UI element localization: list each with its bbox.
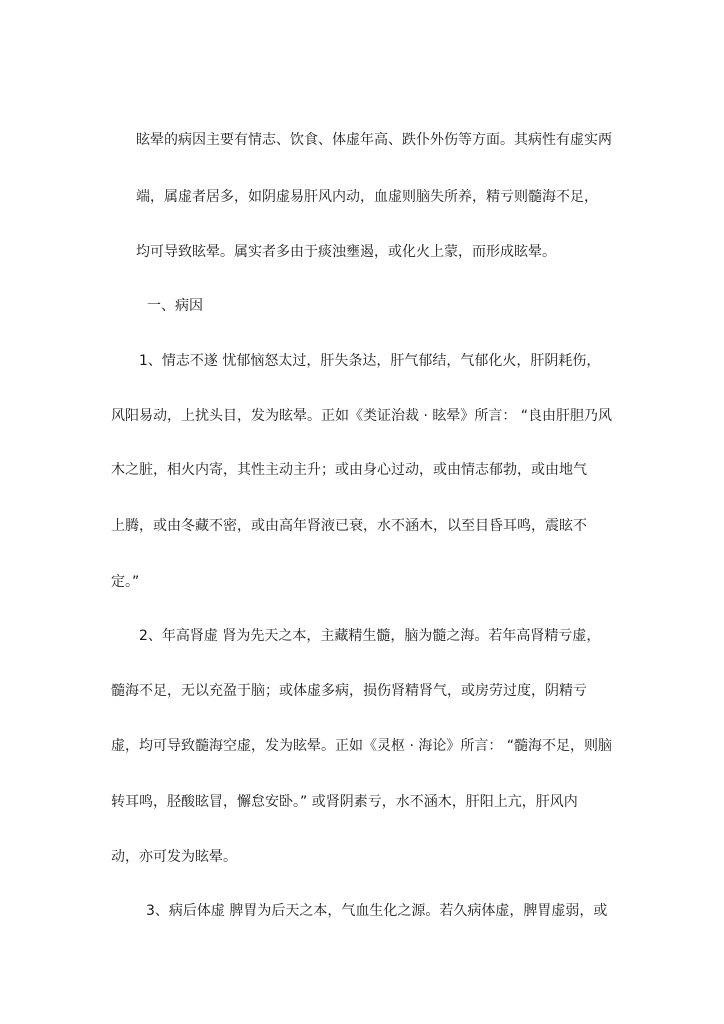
cause-2-line-2: 髓海不足，无以充盈于脑；或体虚多病，损伤肾精肾气，或房劳过度，阴精亏 xyxy=(111,683,587,699)
paragraph-intro-line-3: 均可导致眩晕。属实者多由于痰浊壅遏，或化火上蒙，而形成眩晕。 xyxy=(136,244,556,260)
cause-1-line-2: 风阳易动，上扰头目，发为眩晕。正如《类证治裁 · 眩晕》所言： “良由肝胆乃风 xyxy=(111,408,613,424)
cause-1-line-1: 1、情志不遂 忧郁恼怒太过，肝失条达，肝气郁结，气郁化火，肝阴耗伤， xyxy=(139,353,601,369)
section-heading-causes: 一、病因 xyxy=(147,298,203,314)
cause-2-line-4: 转耳鸣，胫酸眩冒，懈怠安卧。” 或肾阴素亏，水不涵木，肝阳上亢，肝风内 xyxy=(111,794,578,810)
paragraph-intro-line-1: 眩晕的病因主要有情志、饮食、体虚年高、跌仆外伤等方面。其病性有虚实两 xyxy=(136,132,612,148)
cause-2-line-3: 虚，均可导致髓海空虚，发为眩晕。正如《灵枢 · 海论》所言： “髓海不足，则脑 xyxy=(111,738,613,754)
cause-2-line-5: 动，亦可发为眩晕。 xyxy=(111,849,237,865)
cause-3-line-1: 3、病后体虚 脾胃为后天之本，气血生化之源。若久病体虚，脾胃虚弱，或 xyxy=(146,903,608,919)
cause-1-line-4: 上腾，或由冬藏不密，或由高年肾液已衰，水不涵木，以至目昏耳鸣，震眩不 xyxy=(111,518,587,534)
cause-1-line-5: 定。” xyxy=(111,574,140,590)
cause-2-line-1: 2、年高肾虚 肾为先天之本，主藏精生髓，脑为髓之海。若年高肾精亏虚， xyxy=(139,628,601,644)
cause-1-line-3: 木之脏，相火内寄，其性主动主升；或由身心过动，或由情志郁勃，或由地气 xyxy=(111,462,587,478)
paragraph-intro-line-2: 端，属虚者居多，如阴虚易肝风内动，血虚则脑失所养，精亏则髓海不足， xyxy=(136,189,598,205)
